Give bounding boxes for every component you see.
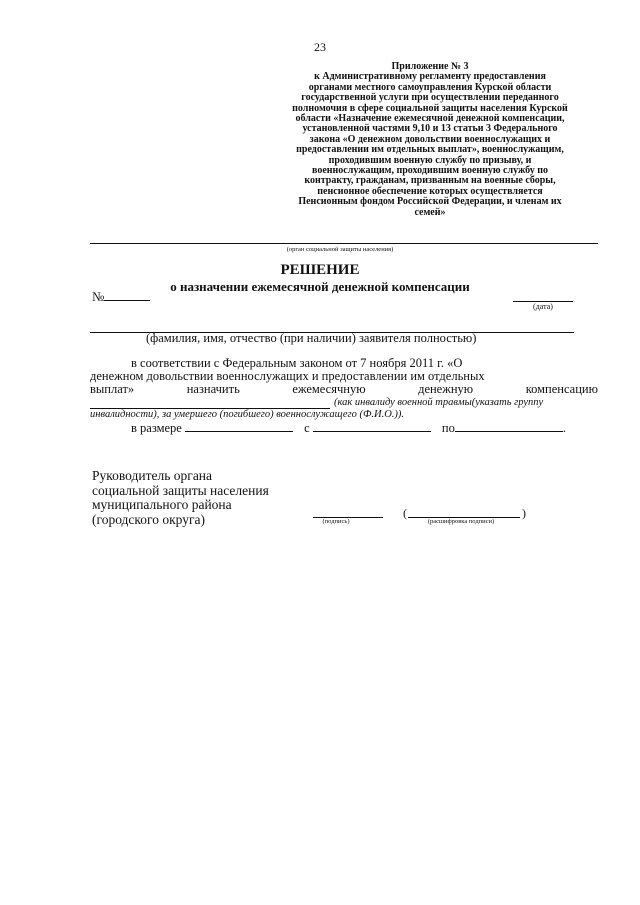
appendix-line: предоставлении им отдельных выплат», военнослужащим,	[296, 144, 564, 156]
appendix-line: органами местного самоуправления Курской области	[308, 81, 552, 93]
decoding-open: (	[403, 506, 407, 520]
appendix-line: области «Назначение ежемесячной денежной компенсации,	[295, 113, 565, 125]
body-line-1: в соответствии с Федеральным законом от 7 ноября 2011 г. «О	[131, 356, 463, 370]
appendix-line: Приложение № 3	[391, 61, 469, 72]
document-subheading: о назначении ежемесячной денежной компенсации	[170, 279, 470, 294]
signature-caption: (подпись)	[322, 518, 350, 525]
appendix-line: семей»	[414, 206, 446, 218]
signature-line: социальной защиты населения	[92, 482, 269, 498]
body-line-2: денежном довольствии военнослужащих и предоставлении им отдельных	[90, 369, 485, 383]
organ-line	[90, 243, 598, 244]
appendix-line: к Административному регламенту предоставления	[314, 71, 546, 83]
signature-line: Руководитель органа	[92, 468, 213, 483]
appendix-line: закона «О денежном довольствии военнослужащих и	[309, 133, 551, 145]
number-label: №	[92, 289, 105, 304]
fio-caption: (фамилия, имя, отчество (при наличии) заявителя полностью)	[146, 331, 477, 345]
body-line-3	[90, 383, 598, 396]
decision-number-field[interactable]	[92, 289, 150, 305]
body-word: выплат»	[90, 382, 135, 396]
appendix-header	[262, 62, 598, 218]
amount-row	[131, 421, 611, 436]
appendix-line: государственной услуги при осуществлении переданного	[301, 92, 559, 104]
amount-blank[interactable]	[185, 421, 293, 432]
appendix-line: проходившим военную службу по призыву, и	[328, 154, 532, 166]
appendix-line: Пенсионным фондом Российской Федерации, и членам их	[298, 196, 562, 208]
appendix-line: установленной частями 9,10 и 13 статьи 3 Федерального	[302, 123, 558, 135]
body-word: денежную	[418, 382, 474, 396]
end-mark: .	[562, 421, 566, 435]
appendix-line: контракту, гражданам, призванным на военные сборы,	[304, 175, 556, 187]
page-number: 23	[314, 40, 326, 54]
body-word: компенсацию	[525, 382, 598, 396]
signature-line: муниципального района	[92, 497, 232, 512]
decoding-caption: (расшифровка подписи)	[427, 518, 495, 525]
body-word: ежемесячную	[292, 382, 366, 396]
document-heading: РЕШЕНИЕ	[280, 262, 360, 278]
signature-block	[92, 469, 269, 527]
number-blank[interactable]	[104, 289, 150, 301]
to-label: по	[441, 421, 455, 435]
organ-caption: (орган социальной защиты населения)	[286, 246, 394, 253]
appendix-line: полномочия в сфере социальной защиты населения Курской	[292, 102, 568, 114]
signature-line: (городского округа)	[92, 511, 206, 527]
date-caption: (дата)	[533, 302, 553, 311]
appendix-line: пенсионное обеспечение которых осуществляется	[317, 185, 543, 197]
decoding-close: )	[522, 506, 526, 520]
body-line-5: инвалидности), за умершего (погибшего) военнослужащего (Ф.И.О.)).	[90, 409, 405, 420]
to-date-blank[interactable]	[455, 421, 563, 432]
body-line-4: (как инвалиду военной травмы(указать группу	[334, 397, 544, 408]
from-date-blank[interactable]	[313, 421, 431, 432]
amount-label: в размере	[131, 421, 182, 435]
appendix-line: военнослужащим, проходившим военную службу по	[312, 165, 548, 177]
from-label: с	[304, 421, 310, 435]
body-word: назначить	[186, 382, 240, 396]
